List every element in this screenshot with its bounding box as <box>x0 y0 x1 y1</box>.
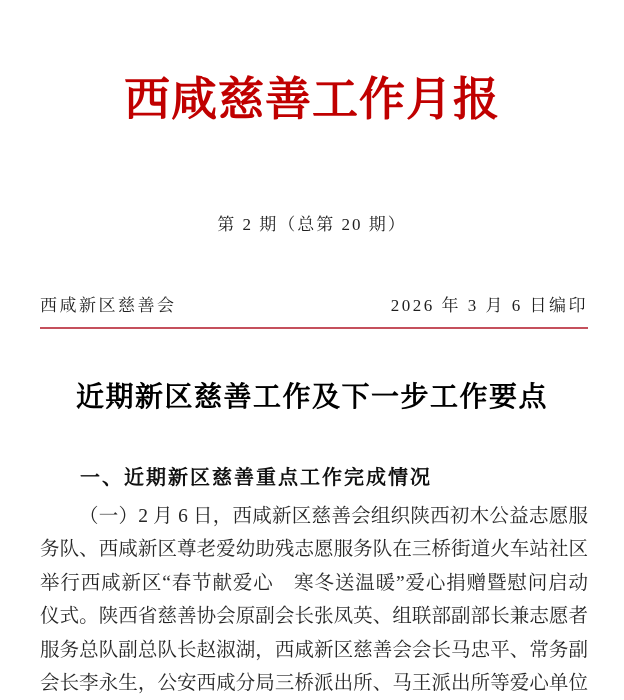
section-heading: 一、近期新区慈善重点工作完成情况 <box>80 466 432 489</box>
paragraph-line: 仪式。陕西省慈善协会原副会长张凤英、组联部副部长兼志愿者 <box>40 606 588 628</box>
issue-line: 第 2 期（总第 20 期） <box>217 214 407 234</box>
paragraph-line: 务队、西咸新区尊老爱幼助残志愿服务队在三桥街道火车站社区 <box>40 539 588 561</box>
print-date: 2026 年 3 月 6 日编印 <box>390 295 588 315</box>
publisher-name: 西咸新区慈善会 <box>40 295 177 315</box>
publisher-row <box>40 291 588 329</box>
paragraph-line: 会长李永生，公安西咸分局三桥派出所、马王派出所等爱心单位 <box>40 673 588 695</box>
masthead-title: 西咸慈善工作月报 <box>124 74 500 125</box>
paragraph-line: 举行西咸新区“春节献爱心 寒冬送温暖”爱心捐赠暨慰问启动 <box>40 572 588 594</box>
paragraph-line: （一）2 月 6 日，西咸新区慈善会组织陕西初木公益志愿服 <box>79 505 588 527</box>
article-body <box>40 500 588 700</box>
article-title: 近期新区慈善工作及下一步工作要点 <box>75 381 548 413</box>
paragraph-line: 服务总队副总队长赵淑湖，西咸新区慈善会会长马忠平、常务副 <box>40 639 588 661</box>
